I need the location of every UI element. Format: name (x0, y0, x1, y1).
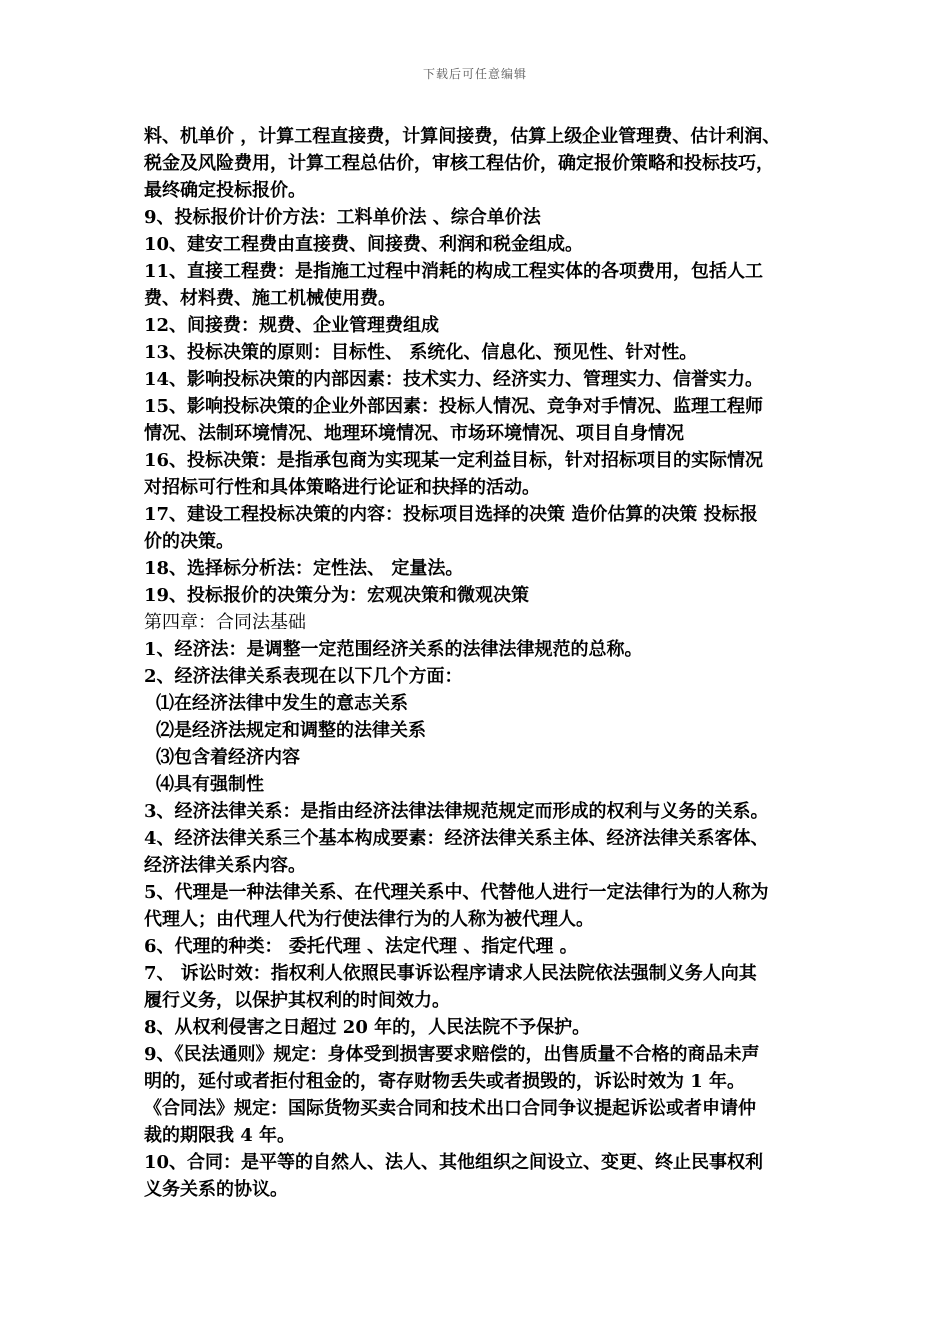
text-line: 7、 诉讼时效：指权利人依照民事诉讼程序请求人民法院依法强制义务人向其 (144, 963, 757, 984)
text-line: 16、投标决策：是指承包商为实现某一定利益目标，针对招标项目的实际情况 (144, 450, 764, 471)
text-line: 费、材料费、施工机械使用费。 (144, 288, 396, 309)
text-line: 19、投标报价的决策分为：宏观决策和微观决策 (144, 585, 530, 606)
text-line: 税金及风险费用，计算工程总估价，审核工程估价，确定报价策略和投标技巧， (144, 153, 774, 174)
text-line: 10、建安工程费由直接费、间接费、利润和税金组成。 (144, 234, 584, 255)
text-line: 6、代理的种类： 委托代理 、法定代理 、指定代理 。 (144, 936, 578, 957)
text-line: 2、经济法律关系表现在以下几个方面： (144, 666, 463, 687)
text-line: 1、经济法：是调整一定范围经济关系的法律法律规范的总称。 (144, 639, 643, 660)
page-header-note: 下载后可任意编辑 (422, 67, 527, 81)
text-line: ⑴在经济法律中发生的意志关系 (156, 693, 408, 714)
text-line: ⑷具有强制性 (156, 774, 264, 795)
text-line: 经济法律关系内容。 (144, 855, 306, 876)
text-line: 5、代理是一种法律关系、在代理关系中、代替他人进行一定法律行为的人称为 (144, 882, 769, 903)
text-line: ⑶包含着经济内容 (156, 747, 300, 768)
text-line: 代理人；由代理人代为行使法律行为的人称为被代理人。 (144, 909, 594, 930)
text-line: 9、投标报价计价方法：工料单价法 、综合单价法 (144, 207, 541, 228)
text-line: 10、合同：是平等的自然人、法人、其他组织之间设立、变更、终止民事权利 (144, 1152, 764, 1173)
text-line: 第四章：合同法基础 (144, 612, 306, 633)
text-line: ⑵是经济法规定和调整的法律关系 (156, 720, 426, 741)
text-line: 9、《民法通则》规定：身体受到损害要求赔偿的，出售质量不合格的商品未声 (144, 1044, 760, 1065)
text-line: 4、经济法律关系三个基本构成要素：经济法律关系主体、经济法律关系客体、 (144, 828, 769, 849)
text-line: 13、投标决策的原则：目标性、 系统化、信息化、预见性、针对性。 (144, 342, 698, 363)
text-line: 17、建设工程投标决策的内容：投标项目选择的决策 造价估算的决策 投标报 (144, 504, 758, 525)
text-line: 3、经济法律关系：是指由经济法律法律规范规定而形成的权利与义务的关系。 (144, 801, 769, 822)
text-line: 8、从权利侵害之日超过 20 年的，人民法院不予保护。 (144, 1017, 591, 1038)
document-body (144, 123, 824, 1203)
text-line: 料、机单价 ，计算工程直接费，计算间接费，估算上级企业管理费、估计利润、 (144, 126, 781, 147)
text-line: 价的决策。 (144, 531, 234, 552)
text-line: 15、影响投标决策的企业外部因素：投标人情况、竞争对手情况、监理工程师 (144, 396, 764, 417)
text-line: 明的，延付或者拒付租金的，寄存财物丢失或者损毁的，诉讼时效为 1 年。 (144, 1071, 746, 1092)
text-line: 对招标可行性和具体策略进行论证和抉择的活动。 (144, 477, 540, 498)
text-line: 最终确定投标报价。 (144, 180, 306, 201)
text-line: 11、直接工程费：是指施工过程中消耗的构成工程实体的各项费用，包括人工 (144, 261, 764, 282)
text-line: 《合同法》规定：国际货物买卖合同和技术出口合同争议提起诉讼或者申请仲 (144, 1098, 756, 1119)
text-line: 14、影响投标决策的内部因素：技术实力、经济实力、管理实力、信誉实力。 (144, 369, 764, 390)
text-line: 义务关系的协议。 (144, 1179, 288, 1200)
text-line: 履行义务，以保护其权利的时间效力。 (144, 990, 450, 1011)
text-line: 裁的期限我 4 年。 (144, 1125, 296, 1146)
text-line: 18、选择标分析法：定性法、 定量法。 (144, 558, 464, 579)
text-line: 12、间接费：规费、企业管理费组成 (144, 315, 440, 336)
text-line: 情况、法制环境情况、地理环境情况、市场环境情况、项目自身情况 (144, 423, 684, 444)
